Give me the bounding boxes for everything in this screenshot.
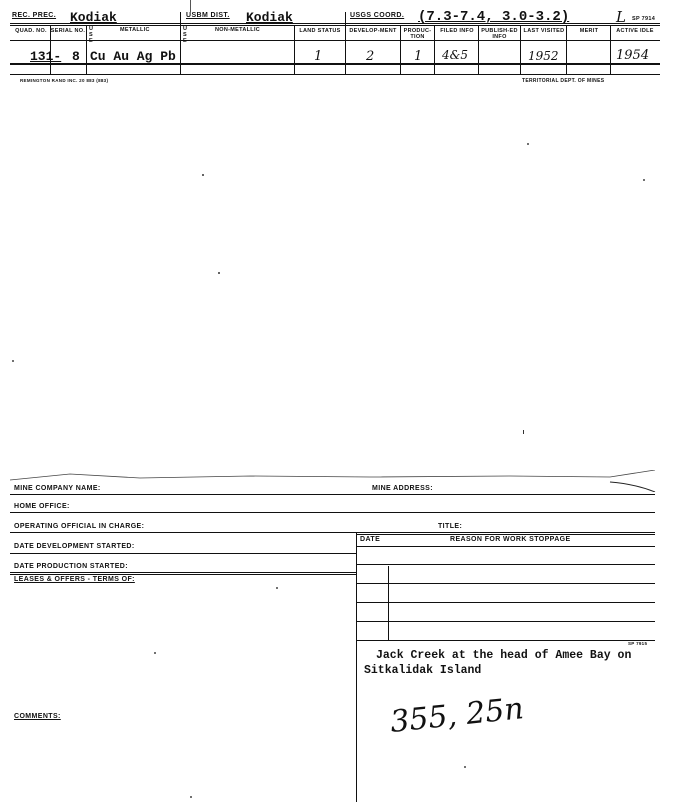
comments-label: COMMENTS: — [14, 713, 61, 720]
divider — [10, 40, 660, 41]
speck — [12, 360, 14, 362]
mine-address-label: MINE ADDRESS: — [372, 485, 433, 492]
handwritten-coordinates: 355, 25n — [388, 691, 526, 740]
col-quad-no: QUAD. NO. — [15, 28, 47, 34]
divider — [356, 532, 357, 802]
form-number: SP 7914 — [632, 16, 656, 22]
col-production: PRODUC-TION — [403, 28, 432, 40]
serial-no-value: 8 — [72, 49, 80, 64]
col-filed-info: FILED INFO — [440, 28, 474, 34]
speck — [464, 766, 466, 768]
punch-mark — [190, 0, 191, 12]
divider — [10, 512, 655, 513]
speck — [154, 652, 156, 654]
divider — [10, 553, 356, 554]
speck — [643, 179, 645, 181]
date-column-label: DATE — [360, 536, 381, 543]
production-value: 1 — [414, 49, 423, 64]
operating-official-label: OPERATING OFFICIAL IN CHARGE: — [14, 523, 145, 530]
speck — [523, 430, 524, 434]
divider — [10, 494, 655, 495]
form-number-bottom: SP 7915 — [628, 641, 648, 646]
development-value: 2 — [366, 49, 375, 64]
divider — [356, 534, 655, 535]
land-status-value: 1 — [314, 49, 323, 64]
col-use-letters-2: U S E — [183, 26, 188, 44]
divider — [180, 12, 181, 74]
speck — [527, 143, 529, 145]
rec-prec-value: Kodiak — [70, 10, 117, 25]
speck — [202, 174, 204, 176]
divider — [345, 12, 346, 74]
location-line-2: Sitkalidak Island — [364, 664, 482, 677]
divider — [10, 572, 356, 573]
speck — [276, 587, 278, 589]
usgs-coord-label: USGS COORD. — [350, 12, 405, 19]
divider — [10, 532, 655, 533]
divider — [434, 25, 435, 74]
divider — [356, 583, 655, 584]
col-merit: MERIT — [579, 28, 599, 34]
speck — [190, 796, 192, 798]
active-idle-value: 1954 — [616, 48, 650, 63]
divider — [356, 602, 655, 603]
col-serial-no: SERIAL NO. — [50, 28, 86, 34]
rec-prec-label: REC. PREC. — [12, 12, 57, 19]
divider — [10, 574, 356, 575]
last-visited-value: 1952 — [528, 49, 559, 63]
col-last-visited: LAST VISITED — [523, 28, 565, 34]
form-top-edge — [10, 470, 660, 492]
corner-mark: L — [616, 8, 626, 26]
divider — [356, 640, 655, 641]
col-metallic: METALLIC — [120, 27, 150, 33]
leases-offers-label: LEASES & OFFERS - TERMS OF: — [14, 576, 135, 583]
col-non-metallic: NON-METALLIC — [215, 27, 261, 33]
home-office-label: HOME OFFICE: — [14, 503, 70, 510]
divider — [520, 25, 521, 74]
title-label: TITLE: — [438, 523, 463, 530]
col-land-status: LAND STATUS — [299, 28, 341, 34]
usbm-dist-value: Kodiak — [246, 10, 293, 25]
speck — [218, 272, 220, 274]
record-card-header — [10, 8, 660, 86]
usbm-dist-label: USBM DIST. — [186, 12, 230, 19]
date-development-started-label: DATE DEVELOPMENT STARTED: — [14, 543, 135, 550]
bottom-form — [10, 470, 660, 803]
divider — [10, 74, 660, 75]
usgs-coord-value: (7.3-7.4, 3.0-3.2) — [418, 9, 570, 25]
col-use-letters: U S E — [89, 26, 94, 44]
location-description — [364, 648, 631, 678]
divider — [566, 25, 567, 74]
divider — [356, 621, 655, 622]
quad-no-value: 131- — [30, 49, 62, 64]
divider — [10, 25, 660, 26]
col-development: DEVELOP-MENT — [349, 28, 397, 34]
metallic-value: Cu Au Ag Pb — [90, 49, 176, 64]
col-active-idle: ACTIVE IDLE — [616, 28, 654, 34]
divider — [356, 564, 655, 565]
location-line-1: Jack Creek at the head of Amee Bay on — [376, 649, 632, 662]
col-published-info: PUBLISH-ED INFO — [481, 28, 518, 40]
reason-stoppage-label: REASON FOR WORK STOPPAGE — [450, 536, 571, 543]
divider — [294, 25, 295, 74]
date-production-started-label: DATE PRODUCTION STARTED: — [14, 563, 128, 570]
filed-info-value: 4&5 — [442, 48, 468, 62]
printer-mark: REMINGTON RAND INC. 20 883 (883) — [20, 78, 109, 83]
divider — [86, 25, 87, 74]
mine-company-name-label: MINE COMPANY NAME: — [14, 485, 101, 492]
dept-mark: TERRITORIAL DEPT. OF MINES — [522, 78, 605, 84]
divider — [388, 566, 389, 640]
divider — [356, 546, 655, 547]
